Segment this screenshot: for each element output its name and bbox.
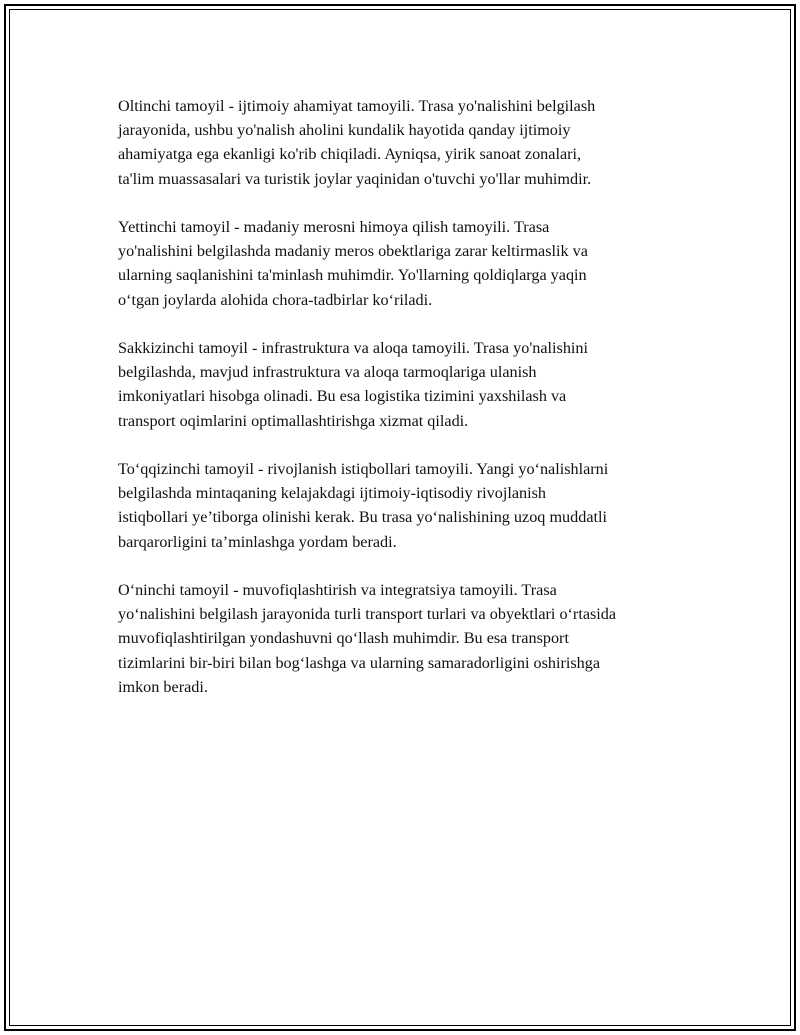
text-line: barqarorligini ta’minlashga yordam beradi. <box>118 532 397 551</box>
text-line: To‘qqizinchi tamoyil - rivojlanish istiqbollari tamoyili. Yangi yo‘nalishlarni <box>118 460 609 478</box>
text-line: Sakkizinchi tamoyil - infrastruktura va aloqa tamoyili. Trasa yo'nalishini <box>118 339 589 357</box>
text-line: ahamiyatga ega ekanligi ko'rib chiqiladi. Ayniqsa, yirik sanoat zonalari, <box>118 145 582 164</box>
text-line: transport oqimlarini optimallashtirishga xizmat qiladi. <box>118 411 469 430</box>
text-line: ularning saqlanishini ta'minlash muhimdir. Yo'llarning qoldiqlarga yaqin <box>118 266 587 285</box>
document-body <box>118 94 698 723</box>
text-line: imkon beradi. <box>118 677 208 696</box>
text-line: tizimlarini bir-biri bilan bog‘lashga va ularning samaradorligini oshirishga <box>118 653 601 672</box>
text-line: jarayonida, ushbu yo'nalish aholini kundalik hayotida qanday ijtimoiy <box>118 121 571 140</box>
text-line: yo'nalishini belgilashda madaniy meros obektlariga zarar keltirmaslik va <box>118 242 588 261</box>
paragraph-principle-8 <box>118 336 698 433</box>
paragraph-principle-6 <box>118 94 698 191</box>
text-line: belgilashda, mavjud infrastruktura va aloqa tarmoqlariga ulanish <box>118 363 537 382</box>
paragraph-principle-10 <box>118 578 698 699</box>
text-line: ta'lim muassasalari va turistik joylar yaqinidan o'tuvchi yo'llar muhimdir. <box>118 169 592 188</box>
text-line: yo‘nalishini belgilash jarayonida turli transport turlari va obyektlari o‘rtasida <box>118 605 617 624</box>
text-line: belgilashda mintaqaning kelajakdagi ijtimoiy-iqtisodiy rivojlanish <box>118 484 546 503</box>
text-line: Oltinchi tamoyil - ijtimoiy ahamiyat tamoyili. Trasa yo'nalishini belgilash <box>118 97 596 115</box>
text-line: Yettinchi tamoyil - madaniy merosni himoya qilish tamoyili. Trasa <box>118 218 550 236</box>
text-line: o‘tgan joylarda alohida chora-tadbirlar ko‘riladi. <box>118 290 433 309</box>
text-line: istiqbollari ye’tiborga olinishi kerak. Bu trasa yo‘nalishining uzoq muddatli <box>118 508 607 527</box>
paragraph-principle-7 <box>118 215 698 312</box>
text-line: muvofiqlashtirilgan yondashuvni qo‘llash muhimdir. Bu esa transport <box>118 629 569 648</box>
paragraph-principle-9 <box>118 457 698 554</box>
text-line: O‘ninchi tamoyil - muvofiqlashtirish va integratsiya tamoyili. Trasa <box>118 581 557 599</box>
text-line: imkoniyatlari hisobga olinadi. Bu esa logistika tizimini yaxshilash va <box>118 387 567 406</box>
